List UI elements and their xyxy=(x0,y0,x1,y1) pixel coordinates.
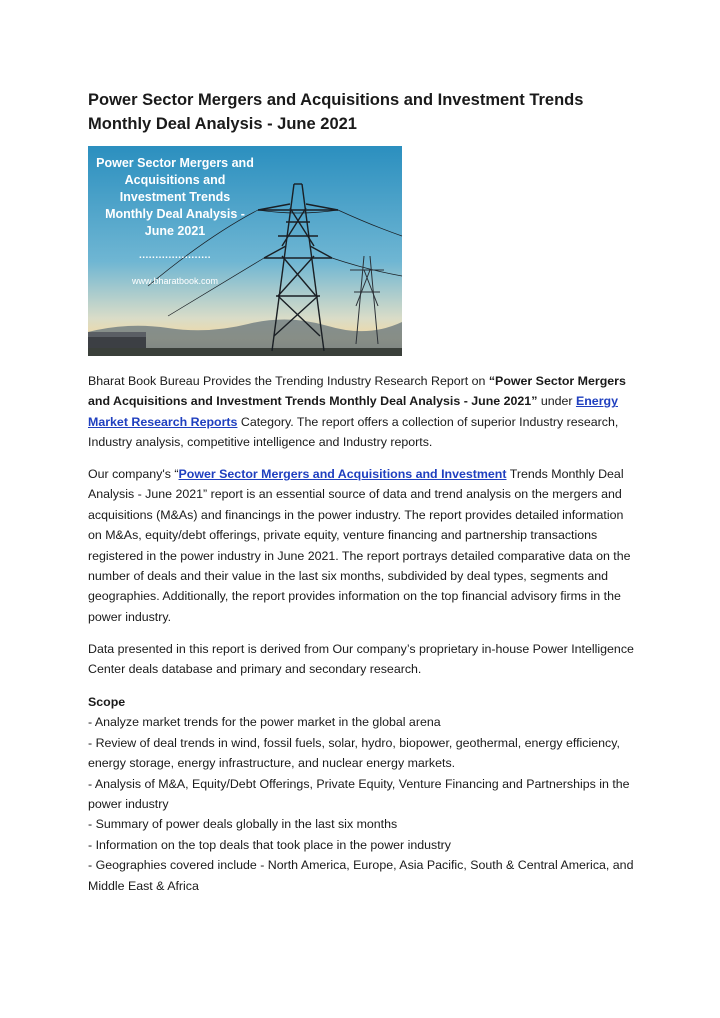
data-source-paragraph: Data presented in this report is derived from Our company’s proprietary in-house Power Intelligence Center deals database and primary and secondary research. xyxy=(88,642,634,677)
cover-line-4: Monthly Deal Analysis - xyxy=(105,207,245,221)
description-rest-text: Trends Monthly Deal Analysis - June 2021” report is an essential source of data and trend analysis on the mergers and acquisitions (M&As) and financings in the power industry. The report provides detailed information on M&As, equity/debt offerings, private equity, venture financing and partnership transactions registered in the power industry in June 2021. The report portrays detailed comparative data on the number of deals and their value in the last six months, subdivided by deal types, segments and geographies. Additionally, the report provides information on the top financial advisory firms in the power industry. xyxy=(88,467,631,624)
cover-line-2: Acquisitions and xyxy=(124,173,226,187)
intro-text: Bharat Book Bureau Provides the Trending Industry Research Report on xyxy=(88,374,489,388)
scope-item: - Information on the top deals that took place in the power industry xyxy=(88,837,451,852)
cover-line-5: June 2021 xyxy=(144,224,206,238)
cover-image xyxy=(88,146,402,356)
scope-item: - Analysis of M&A, Equity/Debt Offerings, Private Equity, Venture Financing and Partnerships in the power industry xyxy=(88,776,630,812)
intro-rest-text: Category. The report offers a collection of superior Industry research, Industry analysis, competitive intelligence and Industry reports. xyxy=(88,414,619,450)
energy-reports-link[interactable]: Energy Market Research Reports xyxy=(88,394,618,429)
report-title-bold: “Power Sector Mergers and Acquisitions and Investment Trends Monthly Deal Analysis - June 2021” xyxy=(88,374,626,409)
scope-item: - Review of deal trends in wind, fossil fuels, solar, hydro, biopower, geothermal, energy efficiency, energy storage, energy infrastructure, and nuclear energy markets. xyxy=(88,735,620,771)
description-paragraph: Our company's “Power Sector Mergers and Acquisitions and Investment Trends Monthly Deal Analysis - June 2021” report is an essential source of data and trend analysis on the mergers and acquisitions (M&As) and financings in the power industry. The report provides detailed information on M&As, equity/debt offerings, private equity, venture financing and partnership transactions registered in the power industry in June 2021. The report portrays detailed comparative data on the number of deals and their value in the last six months, subdivided by deal types, segments and geographies. Additionally, the report provides information on the top financial advisory firms in the power industry. xyxy=(88,467,631,624)
document-title: Power Sector Mergers and Acquisitions and Investment Trends Monthly Deal Analysis - June 2021 xyxy=(88,91,584,133)
scope-item: - Summary of power deals globally in the last six months xyxy=(88,817,398,832)
scope-section xyxy=(88,692,638,896)
report-link[interactable]: Power Sector Mergers and Acquisitions and Investment xyxy=(178,467,507,481)
cover-dots: ...................... xyxy=(138,250,212,261)
cover-line-1: Power Sector Mergers and xyxy=(96,156,254,170)
scope-item: - Geographies covered include - North America, Europe, Asia Pacific, South & Central America, and Middle East & Africa xyxy=(88,858,634,893)
intro-paragraph: Bharat Book Bureau Provides the Trending Industry Research Report on “Power Sector Mergers and Acquisitions and Investment Trends Monthly Deal Analysis - June 2021” under Energy Market Research Reports Category. The report offers a collection of superior Industry research, Industry analysis, competitive intelligence and Industry reports. xyxy=(88,374,626,450)
cover-line-3: Investment Trends xyxy=(119,190,231,204)
cover-website: www.bharatbook.com xyxy=(131,276,219,286)
scope-item: - Analyze market trends for the power market in the global arena xyxy=(88,715,441,730)
scope-heading: Scope xyxy=(88,695,126,709)
